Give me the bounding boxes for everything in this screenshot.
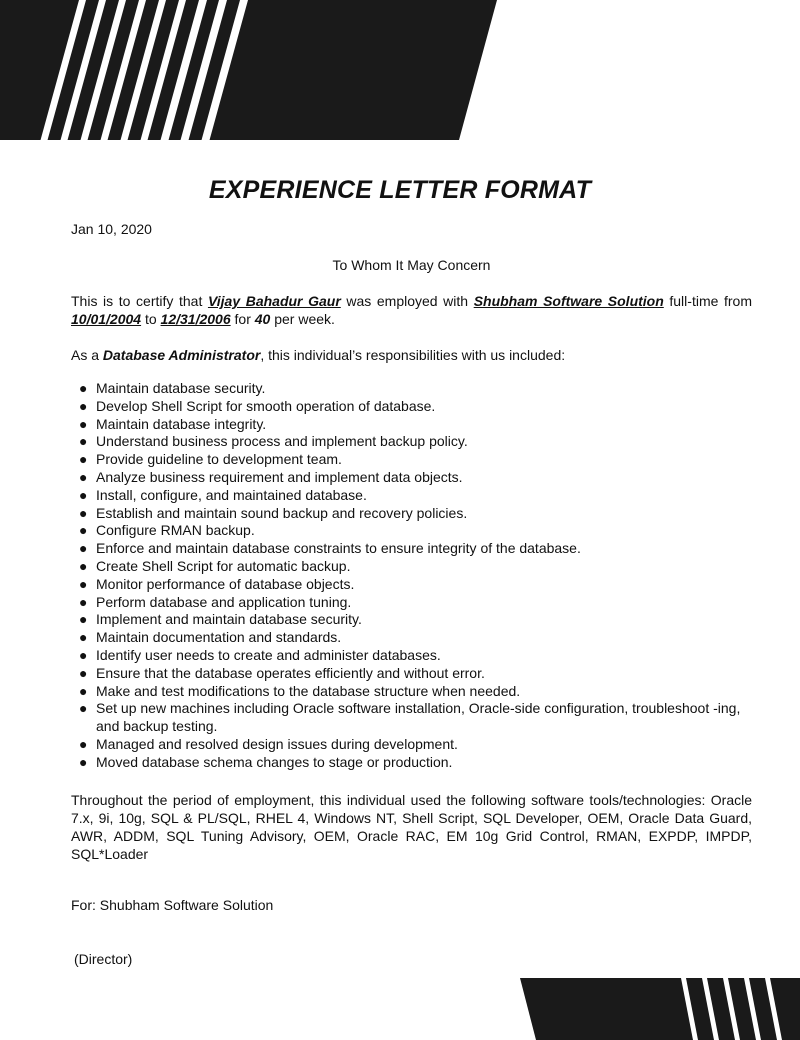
footer-stripe-decoration (518, 978, 800, 1040)
list-item (79, 594, 751, 612)
responsibility-text: Moved database schema changes to stage or production. (96, 753, 453, 770)
bullet-icon: ● (79, 380, 88, 396)
bullet-icon: ● (79, 468, 88, 485)
bullet-icon: ● (79, 682, 88, 699)
responsibility-text: Analyze business requirement and implement data objects. (96, 468, 463, 485)
bullet-icon: ● (79, 397, 88, 414)
bullet-icon: ● (79, 735, 88, 752)
certification-paragraph (71, 292, 752, 328)
responsibilities-list (79, 380, 751, 772)
job-title: Database Administrator (102, 347, 261, 363)
list-item (79, 487, 751, 505)
list-item (79, 558, 751, 576)
list-item (79, 540, 751, 558)
company-name: Shubham Software Solution (473, 293, 664, 309)
responsibility-text: Managed and resolved design issues during development. (96, 735, 458, 752)
list-item (79, 416, 751, 434)
bullet-icon: ● (79, 593, 88, 610)
responsibility-text: Identify user needs to create and administer databases. (96, 646, 441, 663)
list-item (79, 683, 751, 701)
certify-to: to (141, 311, 161, 327)
bullet-icon: ● (79, 646, 88, 663)
weekly-hours: 40 (254, 311, 271, 327)
salutation: To Whom It May Concern (332, 257, 491, 273)
bullet-icon: ● (79, 540, 88, 557)
bullet-icon: ● (79, 664, 88, 681)
end-date: 12/31/2006 (160, 311, 231, 327)
list-item (79, 700, 751, 736)
bullet-icon: ● (79, 629, 88, 646)
list-item (79, 522, 751, 540)
responsibility-text: Ensure that the database operates efficiently and without error. (96, 664, 485, 681)
responsibility-text: Monitor performance of database objects. (96, 575, 355, 592)
responsibility-text: Develop Shell Script for smooth operation of database. (96, 397, 436, 414)
tools-paragraph: Throughout the period of employment, this individual used the following software tools/technologies: Oracle 7.x, 9i, 10g, SQL & PL/SQL, RHEL 4, Windows NT, Shell Script, SQL Developer, OEM, Oracle Data Guard, AWR, ADDM, SQL Tuning Advisory, OEM, Oracle RAC, EM 10g Grid Control, RMAN, EXPDP, IMPDP, SQL*Loader (71, 792, 752, 862)
company-signoff: For: Shubham Software Solution (71, 897, 274, 913)
responsibility-text: Maintain database security. (96, 380, 266, 396)
responsibility-text: Provide guideline to development team. (96, 451, 342, 468)
responsibility-text: Set up new machines including Oracle software installation, Oracle-side configuration, troubleshoot -ing, and backup testing. (96, 700, 741, 735)
responsibility-text: Implement and maintain database security. (96, 611, 362, 628)
list-item (79, 576, 751, 594)
list-item (79, 647, 751, 665)
bullet-icon: ● (79, 486, 88, 503)
list-item (79, 433, 751, 451)
role-paragraph (71, 346, 752, 364)
bullet-icon: ● (79, 611, 88, 628)
employee-name: Vijay Bahadur Gaur (207, 293, 341, 309)
list-item (79, 469, 751, 487)
role-prefix: As a (71, 347, 103, 363)
certify-for: for (230, 311, 255, 327)
responsibility-text: Understand business process and implement backup policy. (96, 433, 468, 450)
responsibility-text: Maintain database integrity. (96, 415, 267, 432)
certify-fulltime-from: full-time from (663, 293, 752, 309)
bullet-icon: ● (79, 575, 88, 592)
bullet-icon: ● (79, 753, 88, 770)
certify-per-week: per week. (270, 311, 335, 327)
bullet-icon: ● (79, 504, 88, 521)
responsibility-text: Perform database and application tuning. (96, 593, 352, 610)
bullet-icon: ● (79, 522, 88, 539)
bullet-icon: ● (79, 451, 88, 468)
responsibility-text: Enforce and maintain database constraints to ensure integrity of the database. (96, 540, 581, 557)
list-item (79, 736, 751, 754)
list-item (79, 754, 751, 772)
letter-date: Jan 10, 2020 (71, 221, 152, 237)
list-item (79, 665, 751, 683)
bullet-icon: ● (79, 700, 88, 717)
bullet-icon: ● (79, 433, 88, 450)
responsibility-text: Maintain documentation and standards. (96, 629, 342, 646)
bullet-icon: ● (79, 415, 88, 432)
responsibility-text: Install, configure, and maintained database. (96, 486, 367, 503)
responsibility-text: Make and test modifications to the database structure when needed. (96, 682, 521, 699)
certify-employed-with: was employed with (340, 293, 474, 309)
responsibility-text: Establish and maintain sound backup and recovery policies. (96, 504, 468, 521)
list-item (79, 611, 751, 629)
list-item (79, 629, 751, 647)
role-suffix: , this individual’s responsibilities with us included: (260, 347, 566, 363)
list-item (79, 451, 751, 469)
start-date: 10/01/2004 (71, 311, 142, 327)
letter-title: EXPERIENCE LETTER FORMAT (208, 176, 592, 204)
signer-title: (Director) (74, 951, 133, 967)
responsibility-text: Create Shell Script for automatic backup. (96, 557, 351, 574)
responsibility-text: Configure RMAN backup. (96, 522, 255, 539)
bullet-icon: ● (79, 557, 88, 574)
list-item (79, 505, 751, 523)
list-item (79, 380, 751, 398)
certify-intro: This is to certify that (71, 293, 208, 309)
header-stripe-decoration (0, 0, 500, 142)
list-item (79, 398, 751, 416)
